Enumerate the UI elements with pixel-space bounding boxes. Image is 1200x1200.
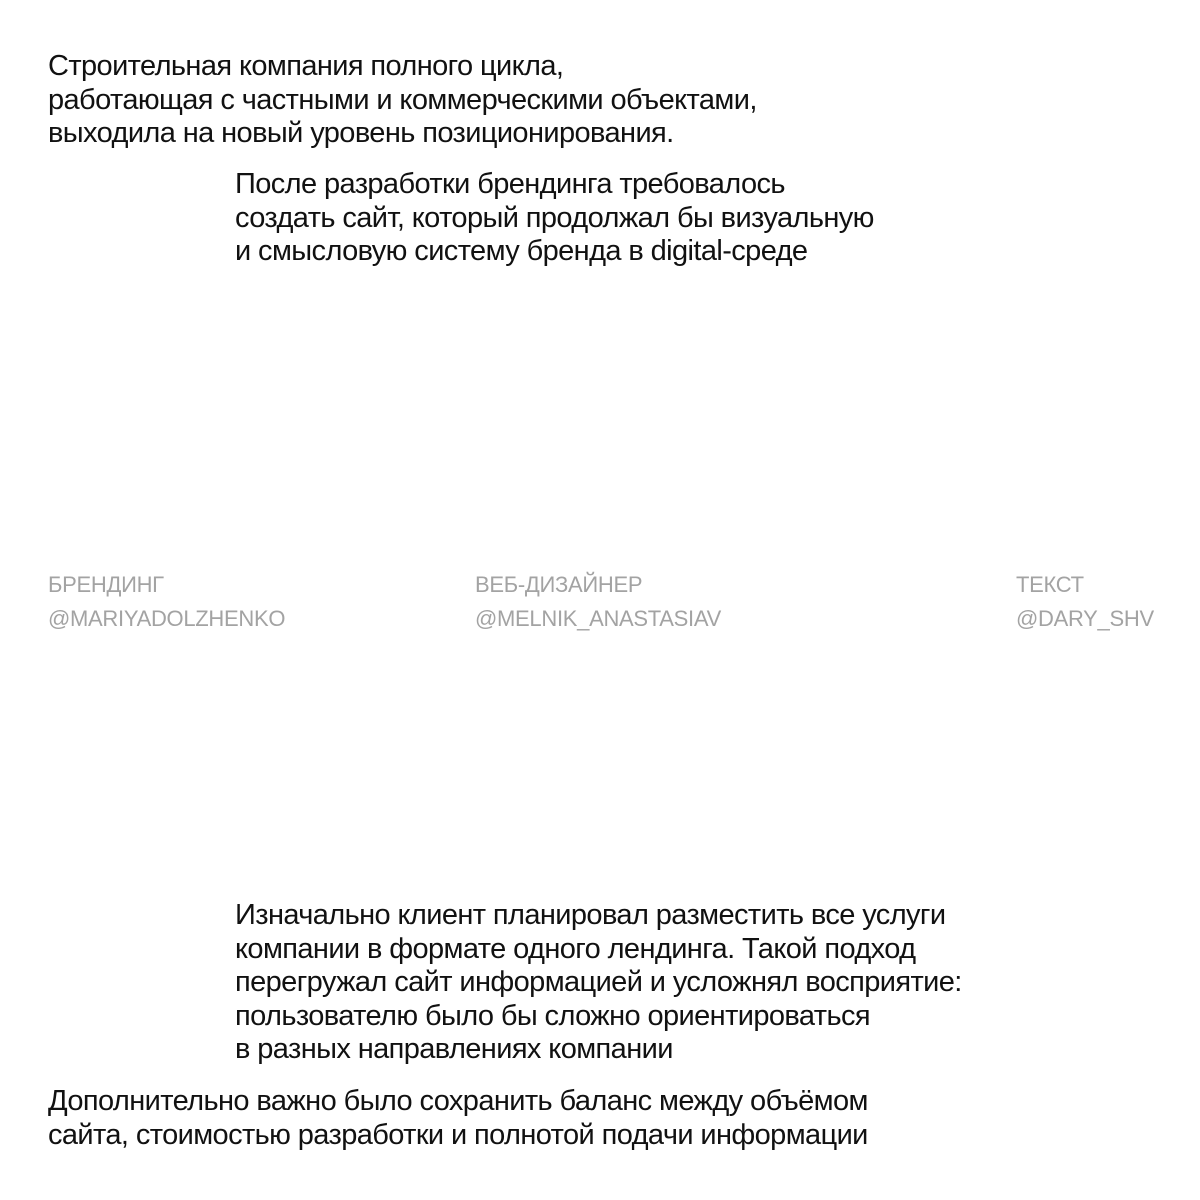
credit-handle: @MELNIK_ANASTASIAV	[475, 606, 721, 631]
balance-line: Дополнительно важно было сохранить баланс между объёмом	[48, 1085, 868, 1117]
problem-line: Изначально клиент планировал разместить все услуги	[235, 899, 946, 931]
goal-line: и смысловую систему бренда в digital-среде	[235, 235, 808, 267]
credit-handle: @MARIYADOLZHENKO	[48, 606, 286, 631]
credit-role: ТЕКСТ	[1016, 572, 1084, 597]
credit-branding	[48, 568, 285, 636]
intro-line: выходила на новый уровень позиционирования.	[48, 117, 674, 149]
credit-handle: @DARY_SHV	[1016, 606, 1154, 631]
credit-text	[1016, 568, 1154, 636]
intro-line: Строительная компания полного цикла,	[48, 50, 564, 82]
problem-line: перегружал сайт информацией и усложнял восприятие:	[235, 966, 962, 998]
intro-line: работающая с частными и коммерческими объектами,	[48, 83, 757, 116]
problem-line: пользователю было бы сложно ориентироваться	[235, 999, 870, 1032]
credit-role: ВЕБ-ДИЗАЙНЕР	[475, 572, 643, 597]
credit-role: БРЕНДИНГ	[48, 572, 164, 597]
goal-line: После разработки брендинга требовалось	[235, 168, 785, 200]
credit-web-designer	[475, 568, 721, 636]
problem-paragraph	[235, 899, 962, 1067]
problem-line: в разных направлениях компании	[235, 1033, 673, 1065]
balance-line: сайта, стоимостью разработки и полнотой подачи информации	[48, 1118, 868, 1151]
goal-paragraph	[235, 168, 874, 269]
balance-paragraph	[48, 1085, 868, 1152]
intro-paragraph	[48, 50, 757, 151]
problem-line: компании в формате одного лендинга. Такой подход	[235, 932, 916, 965]
goal-line: создать сайт, который продолжал бы визуальную	[235, 201, 874, 234]
